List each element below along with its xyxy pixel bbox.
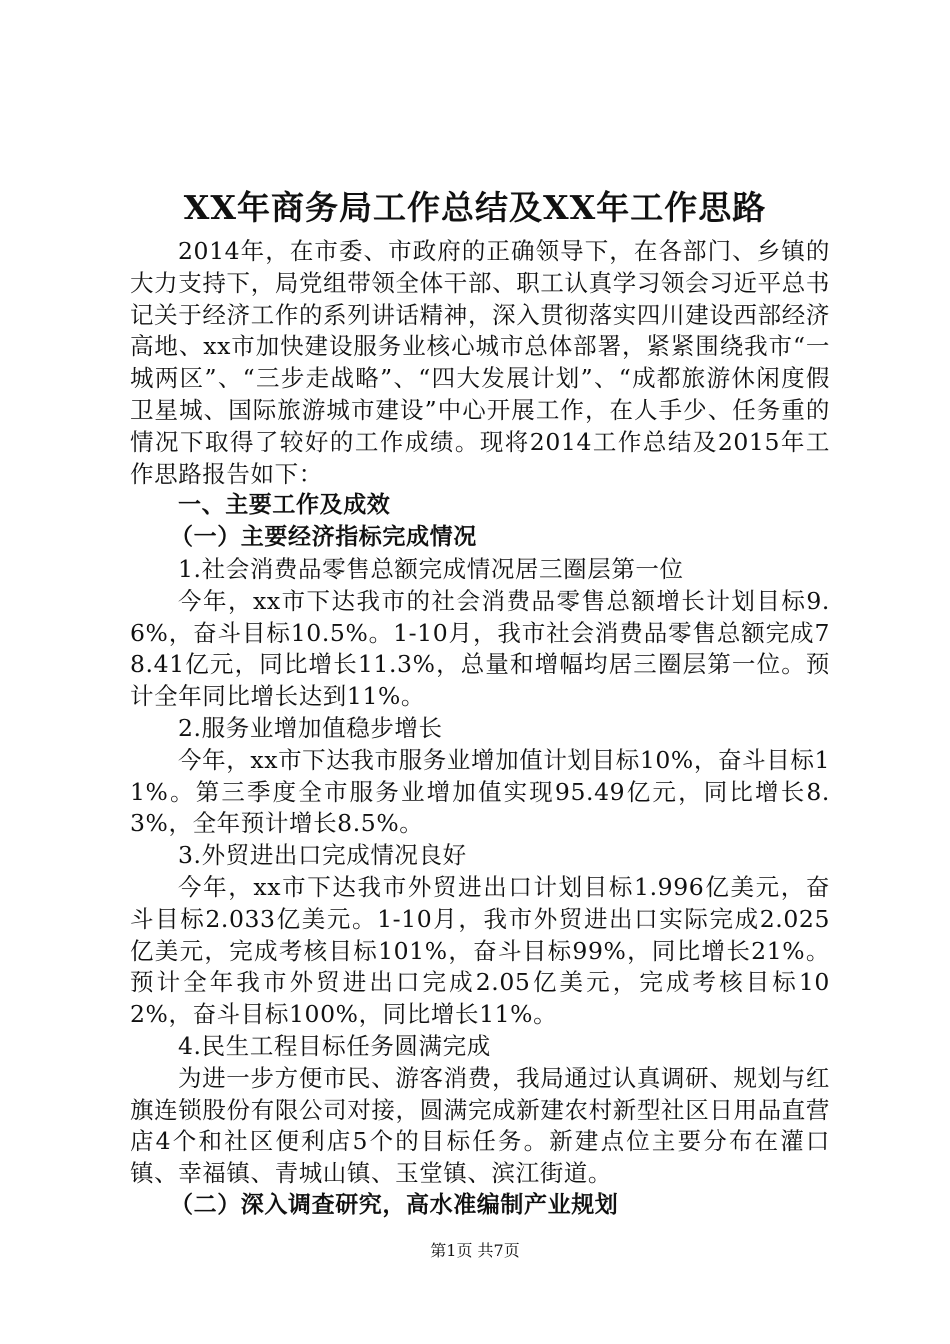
paragraph-service-industry: 今年，xx市下达我市服务业增加值计划目标10%，奋斗目标11%。第三季度全市服务业增加值实现95.49亿元，同比增长8.3%，全年预计增长8.5%。	[130, 745, 830, 838]
paragraph-foreign-trade: 今年，xx市下达我市外贸进出口计划目标1.996亿美元，奋斗目标2.033亿美元。1-10月，我市外贸进出口实际完成2.025亿美元，完成考核目标101%，奋斗目标99%，同比增长21%。预计全年我市外贸进出口完成2.05亿美元，完成考核目标102%，奋斗目标100%，同比增长11%。	[130, 872, 830, 1029]
subsection-heading-economic-indicators: （一）主要经济指标完成情况	[170, 524, 477, 551]
page-footer: 第1页 共7页	[430, 1241, 520, 1260]
item-heading-foreign-trade: 3.外贸进出口完成情况良好	[178, 841, 467, 870]
item-heading-livelihood-project: 4.民生工程目标任务圆满完成	[178, 1031, 491, 1060]
paragraph-livelihood-project: 为进一步方便市民、游客消费，我局通过认真调研、规划与红旗连锁股份有限公司对接，圆满完成新建农村新型社区日用品直营店4个和社区便利店5个的目标任务。新建点位主要分布在灌口镇、幸福镇、青城山镇、玉堂镇、滨江街道。	[130, 1063, 830, 1188]
item-heading-service-industry: 2.服务业增加值稳步增长	[178, 713, 443, 742]
intro-paragraph: 2014年，在市委、市政府的正确领导下，在各部门、乡镇的大力支持下，局党组带领全体干部、职工认真学习领会习近平总书记关于经济工作的系列讲话精神，深入贯彻落实四川建设西部经济高地、xx市加快建设服务业核心城市总体部署，紧紧围绕我市“一城两区”、“三步走战略”、“四大发展计划”、“成都旅游休闲度假卫星城、国际旅游城市建设”中心开展工作，在人手少、任务重的情况下取得了较好的工作成绩。现将2014工作总结及2015年工作思路报告如下：	[130, 237, 830, 488]
section-heading-main-work: 一、主要工作及成效	[178, 492, 391, 519]
document-title: XX年商务局工作总结及XX年工作思路	[183, 188, 767, 227]
item-heading-retail-sales: 1.社会消费品零售总额完成情况居三圈层第一位	[178, 554, 684, 583]
document-body	[130, 236, 830, 1222]
paragraph-retail-sales: 今年，xx市下达我市的社会消费品零售总额增长计划目标9.6%，奋斗目标10.5%。1-10月，我市社会消费品零售总额完成78.41亿元，同比增长11.3%，总量和增幅均居三圈层第一位。预计全年同比增长达到11%。	[130, 586, 830, 711]
subsection-heading-industry-planning: （二）深入调查研究，高水准编制产业规划	[170, 1191, 619, 1218]
